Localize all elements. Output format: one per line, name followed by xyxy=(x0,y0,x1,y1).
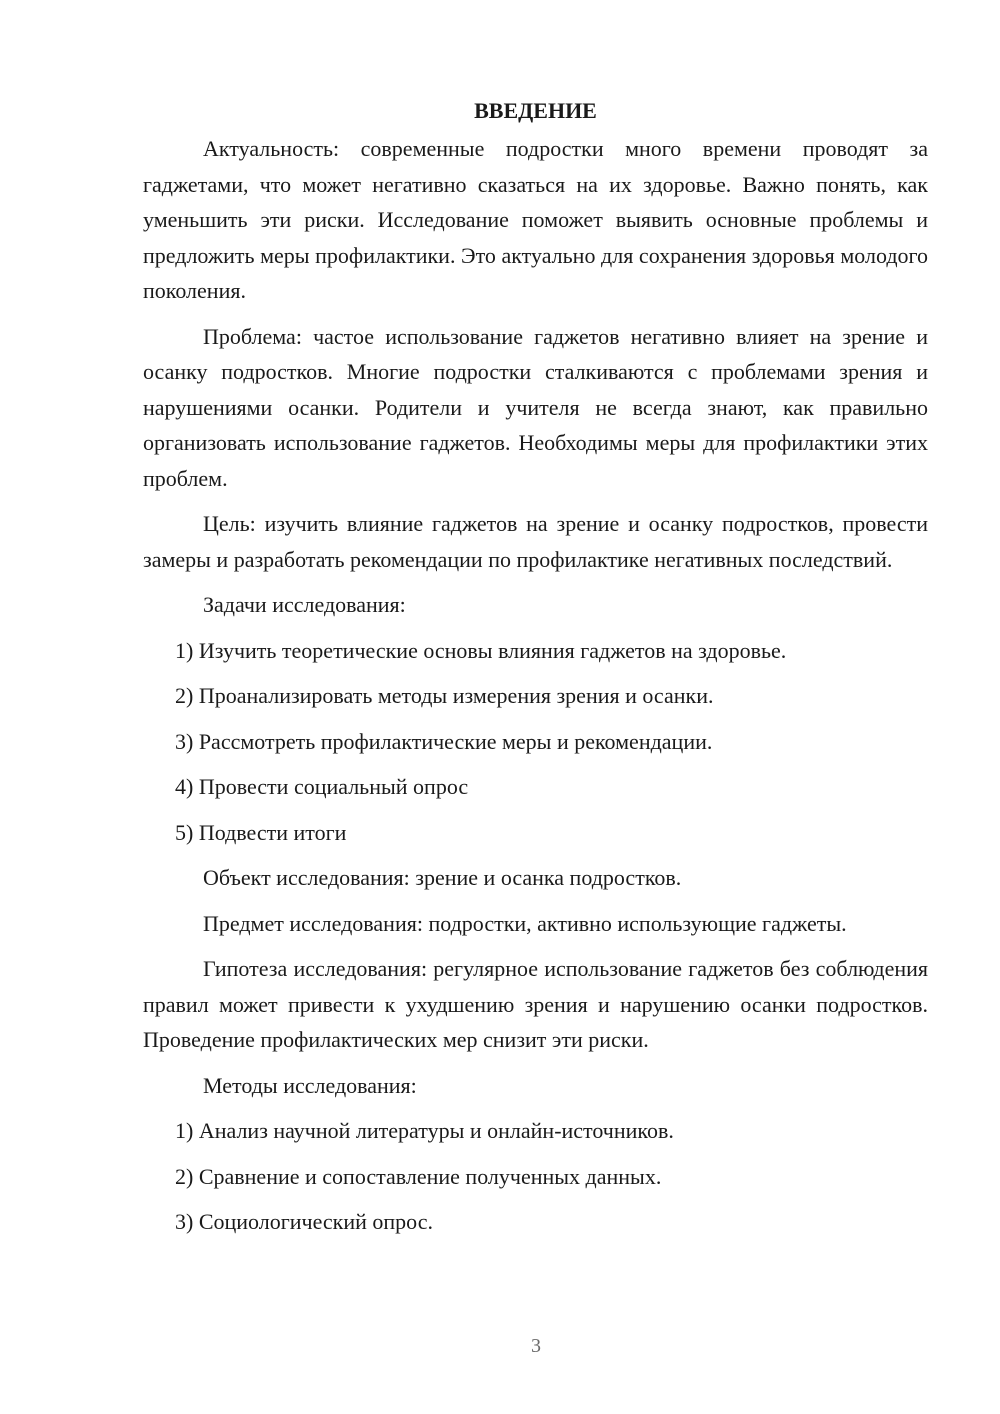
tasks-heading: Задачи исследования: xyxy=(203,592,406,617)
paragraph-hypothesis: Гипотеза исследования: регулярное использование гаджетов без соблюдения правил может привести к ухудшению зрения и нарушению осанки подростков. Проведение профилактических мер снизит эти риски. xyxy=(143,956,928,1052)
list-item: 5) Подвести итоги xyxy=(175,819,347,845)
methods-heading: Методы исследования: xyxy=(203,1072,417,1098)
list-item: 1) Изучить теоретические основы влияния гаджетов на здоровье. xyxy=(175,637,787,663)
list-item: 4) Провести социальный опрос xyxy=(175,774,469,799)
list-item: 3) Социологический опрос. xyxy=(175,1209,433,1234)
list-item: 1) Анализ научной литературы и онлайн-источников. xyxy=(175,1118,674,1143)
page-title: ВВЕДЕНИЕ xyxy=(474,98,597,123)
document-content xyxy=(143,93,928,1250)
paragraph-goal: Цель: изучить влияние гаджетов на зрение и осанку подростков, провести замеры и разработать рекомендации по профилактике негативных последствий. xyxy=(143,511,928,572)
tasks-list xyxy=(143,633,928,851)
page-number: 3 xyxy=(531,1335,541,1357)
list-item: 2) Проанализировать методы измерения зрения и осанки. xyxy=(175,683,714,708)
list-item: 3) Рассмотреть профилактические меры и рекомендации. xyxy=(175,728,713,754)
paragraph-object: Объект исследования: зрение и осанка подростков. xyxy=(203,865,682,890)
paragraph-problem: Проблема: частое использование гаджетов негативно влияет на зрение и осанку подростков. Многие подростки сталкиваются с проблемами зрения и нарушениями осанки. Родители и учителя не всегда знают, как правильно организовать использование гаджетов. Необходимы меры для профилактики этих проблем. xyxy=(143,323,928,491)
paragraph-relevance: Актуальность: современные подростки много времени проводят за гаджетами, что может негативно сказаться на их здоровье. Важно понять, как уменьшить эти риски. Исследование поможет выявить основные проблемы и предложить меры профилактики. Это актуально для сохранения здоровья молодого поколения. xyxy=(143,136,928,303)
paragraph-subject: Предмет исследования: подростки, активно использующие гаджеты. xyxy=(203,910,847,936)
methods-list xyxy=(143,1113,928,1240)
list-item: 2) Сравнение и сопоставление полученных данных. xyxy=(175,1163,662,1189)
